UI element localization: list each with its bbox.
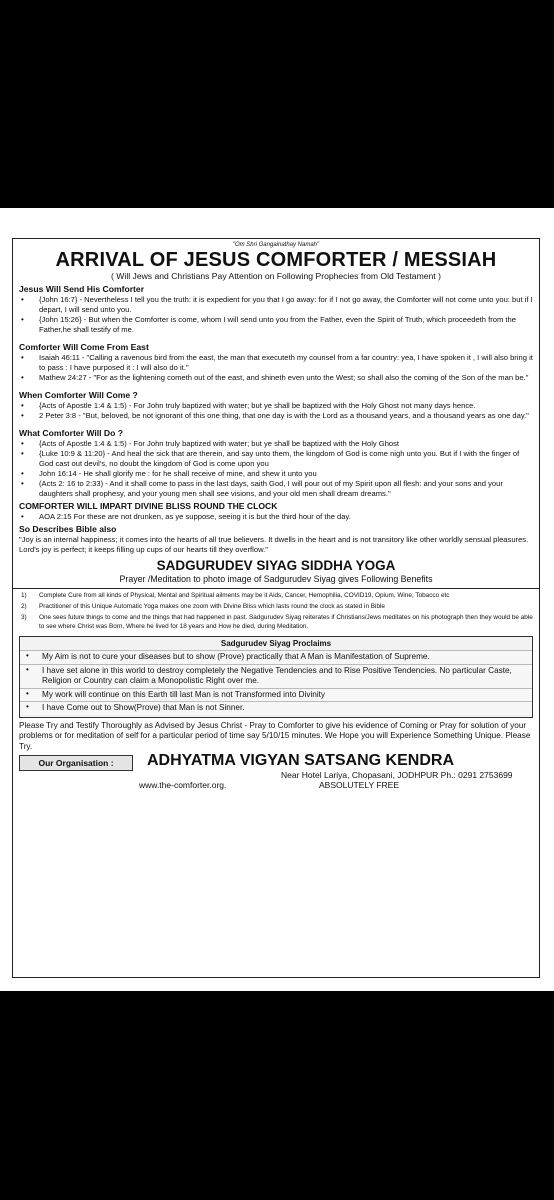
list-item: • (Acts 2: 16 to 2:33) - And it shall come to pass in the last days, saith God, I will pour out of my Spirit upon all flesh: and your sons and your daughters shall prophesy, and your young men shall see visions, and your old men shall dream dreams." [19,479,533,499]
divider [13,588,539,589]
benefit-number: 2) [21,603,27,610]
list-item: • My Aim is not to cure your diseases but to show (Prove) practically that A Man is Manifestation of Supreme. [20,650,532,664]
section-heading: Jesus Will Send His Comforter [19,284,145,294]
proclaims-box [19,636,533,718]
benefit-number: 1) [21,592,27,599]
benefit-text: One sees future things to come and the things that had happened in past. Sadgurudev Siyag reiterates if Christians/Jews meditates on his photograph then they would be able to see where Christ was Born, Where he lived for 18 years and How he died, during Meditation. [39,614,533,630]
yoga-title: SADGURUDEV SIYAG SIDDHA YOGA [156,558,396,573]
section-when-come [19,390,533,421]
bible-quote: "Joy is an internal happiness; it comes into the hearts of all true believers. It dwells in the heart and is not transitory like other worldly sensual pleasures. Lord's joy is perfect; it keeps filling up cups of our hearts till they overflow." [19,535,529,554]
list-item: • {Acts of Apostle 1:4 & 1:5) - For John truly baptized with water; but ye shall be baptized with the Holy Ghost not many days hence. [19,401,533,411]
list-item: • John 16:14 - He shall glorify me : for he shall receive of mine, and shew it unto you [19,469,533,479]
section-what-do [19,428,533,499]
page-subtitle: ( Will Jews and Christians Pay Attention on Following Prophecies from Old Testament ) [111,271,441,281]
section-heading: Comforter Will Come From East [19,342,149,352]
prayer-line: Prayer /Meditation to photo image of Sadgurudev Siyag gives Following Benefits [119,574,433,584]
organisation-name: ADHYATMA VIGYAN SATSANG KENDRA [147,752,454,769]
organisation-badge: Our Organisation : [19,755,133,771]
organisation-website[interactable]: www.the-comforter.org. [139,780,227,790]
benefit-number: 3) [21,614,27,621]
section-divine-bliss [19,501,533,522]
section-bible [19,524,533,555]
benefit-item [19,602,533,611]
list-item: • {John 16:7} - Nevertheless I tell you the truth: it is expedient for you that I go away: for if I not go away, the Comforter will not come unto you: but if I depart, I will send unto you. [19,295,533,315]
section-send-comforter [19,284,533,335]
benefit-text: Practitioner of this Unique Automatic Yoga makes one zoom with Divine Bliss which lasts round the clock as stated in Bible [39,603,385,610]
list-item: • I have set alone in this world to destroy completely the Negative Tendencies and to Rise Positive Tendencies. No particular Caste, Religion or Country can claim a Monopolistic Right over me. [20,664,532,688]
organisation-block [19,752,533,791]
benefit-item [19,591,533,600]
list-item: • AOA 2:15 For these are not drunken, as ye suppose, seeing it is but the third hour of the day. [19,512,533,522]
list-item: • Mathew 24:27 - "For as the lightening cometh out of the east, and shineth even unto the West; so shall also the coming of the Son of the man be." [19,373,533,383]
list-item: • 2 Peter 3:8 - "But, beloved, be not ignorant of this one thing, that one day is with the Lord as a thousand years, and a thousand years as one day." [19,411,533,421]
benefit-text: Complete Cure from all kinds of Physical, Mental and Spiritual ailments may be it Aids, Cancer, Hemophilia, COVID19, Opium, Wine, Tobacco etc [39,592,450,599]
proclaims-title: Sadgurudev Siyag Proclaims [220,639,332,648]
list-item: • I have Come out to Show(Prove) that Man is not Sinner. [20,701,532,715]
list-item: • Isaiah 46:11 - "Calling a ravenous bird from the east, the man that executeth my counsel from a far country: yea, I have spoken it , I will also bring it to pass : I have purposed it : I will also do it." [19,353,533,373]
newspaper-page [0,208,554,991]
benefits-list [19,591,533,631]
benefit-item [19,613,533,631]
section-heading: COMFORTER WILL IMPART DIVINE BLISS ROUND THE CLOCK [19,501,278,511]
organisation-address: Near Hotel Lariya, Chopasani, JODHPUR Ph.: 0291 2753699 [281,770,513,780]
section-heading: So Describes Bible also [19,524,117,534]
absolutely-free-label: ABSOLUTELY FREE [319,780,399,790]
section-heading: When Comforter Will Come ? [19,390,138,400]
om-line: "Om Shri Gangainathay Namah" [232,242,320,248]
advertisement-box [12,238,540,978]
closing-paragraph: Please Try and Testify Thoroughly as Advised by Jesus Christ - Pray to Comforter to give his evidence of Coming or Pray for solution of your problems or for meditation of self for a particular period of time say 5/10/15 minutes. We Hope you will Experience Something Unique. Please Try. [19,720,531,751]
section-come-from-east [19,342,533,383]
section-heading: What Comforter Will Do ? [19,428,123,438]
list-item: • {Acts of Apostle 1:4 & 1:5) - For John truly baptized with water; but ye shall be baptized with the Holy Ghost [19,439,533,449]
page-title: ARRIVAL OF JESUS COMFORTER / MESSIAH [55,249,497,271]
list-item: • My work will continue on this Earth till last Man is not Transformed into Divinity [20,688,532,702]
list-item: • {Luke 10:9 & 11:20} - And heal the sick that are therein, and say unto them, the kingdom of God is come nigh unto you. But if I with the finger of God cast out devil's, no doubt the kingdom of God is come upon you [19,449,533,469]
list-item: • {John 15:26} - But when the Comforter is come, whom I will send unto you from the Father, even the Spirit of Truth, which proceedeth from the Father,he shall testify of me. [19,315,533,335]
